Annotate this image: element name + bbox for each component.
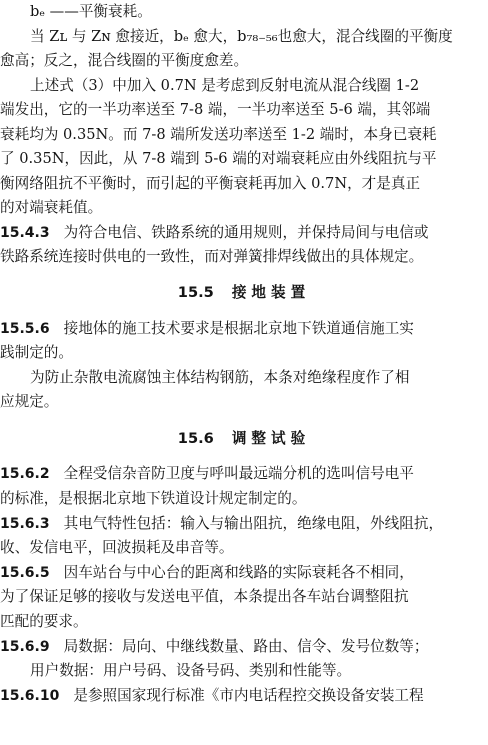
text-line	[0, 197, 488, 218]
clause-15-4-3	[0, 222, 488, 243]
paragraph-text: 的标准，是根据北京地下铁道设计规定制定的。	[0, 490, 307, 507]
text-line	[0, 537, 488, 558]
clause-number: 15.4.3	[0, 225, 50, 241]
definition-be	[0, 1, 488, 22]
clause-15-6-9	[0, 636, 488, 657]
text-line	[0, 124, 488, 145]
paragraph-text: 了 0.35N，因此，从 7-8 端到 5-6 端的对端衰耗应由外线阻抗与平	[0, 150, 437, 167]
section-number: 15.5	[177, 284, 214, 301]
clause-text: 为符合电信、铁路系统的通用规则，并保持局间与电信或	[63, 224, 429, 241]
text-line	[0, 50, 488, 71]
paragraph-text: 匹配的要求。	[0, 613, 88, 630]
paragraph-text: 的对端衰耗值。	[0, 199, 103, 216]
paragraph-text: 收、发信电平，回波损耗及串音等。	[0, 539, 234, 556]
clause-number: 15.6.9	[0, 639, 50, 655]
section-title: 调整试验	[231, 430, 311, 447]
paragraph-text: 用户数据：用户号码、设备号码、类别和性能等。	[30, 662, 352, 679]
clause-text: 全程受信杂音防卫度与呼叫最远端分机的选叫信号电平	[63, 465, 414, 482]
text-line	[0, 488, 488, 509]
clause-15-6-2	[0, 463, 488, 484]
paragraph-text: 践制定的。	[0, 344, 73, 361]
text-line	[0, 611, 488, 632]
paragraph-text: 铁路系统连接时供电的一致性，而对弹簧排焊线做出的具体规定。	[0, 248, 424, 265]
paragraph-text: 端发出，它的一半功率送至 7-8 端，一半功率送至 5-6 端，其邻端	[0, 101, 431, 118]
text-line	[0, 342, 488, 363]
clause-number: 15.6.5	[0, 565, 50, 581]
clause-15-6-10	[0, 685, 488, 706]
section-title: 接地装置	[231, 284, 311, 301]
clause-text: 是参照国家现行标准《市内电话程控交换设备安装工程	[73, 687, 424, 704]
clause-text: 局数据：局向、中继线数量、路由、信令、发号位数等；	[63, 638, 429, 655]
clause-text: 接地体的施工技术要求是根据北京地下铁道通信施工实	[63, 320, 414, 337]
clause-text: 因车站台与中心台的距离和线路的实际衰耗各不相同，	[63, 564, 414, 581]
text-line	[0, 586, 488, 607]
clause-text: 其电气特性包括：输入与输出阻抗，绝缘电阻，外线阻抗，	[63, 515, 444, 532]
text-line	[0, 246, 488, 267]
clause-number: 15.6.3	[0, 516, 50, 532]
paragraph-text: 当 Zʟ 与 Zɴ 愈接近，bₑ 愈大，b₇₈₋₅₆也愈大，混合线圈的平衡度	[30, 28, 453, 45]
section-heading-15-6	[0, 428, 488, 449]
text-line	[0, 660, 488, 681]
paragraph-text: 应规定。	[0, 393, 59, 410]
paragraph-text: 为了保证足够的接收与发送电平值，本条提出各车站台调整阻抗	[0, 588, 409, 605]
clause-number: 15.5.6	[0, 321, 50, 337]
text-line	[0, 75, 488, 96]
clause-15-6-5	[0, 562, 488, 583]
paragraph-text: 衡网络阻抗不平衡时，而引起的平衡衰耗再加入 0.7N，才是真正	[0, 175, 421, 192]
paragraph-text: 愈高；反之，混合线圈的平衡度愈差。	[0, 52, 249, 69]
text-line	[0, 367, 488, 388]
text-line	[0, 99, 488, 120]
clause-15-6-3	[0, 513, 488, 534]
definition-text: bₑ ——平衡衰耗。	[30, 3, 152, 20]
paragraph-text: 衰耗均为 0.35N。而 7-8 端所发送功率送至 1-2 端时，本身已衰耗	[0, 126, 437, 143]
clause-number: 15.6.2	[0, 466, 50, 482]
section-heading-15-5	[0, 282, 488, 303]
clause-number: 15.6.10	[0, 688, 60, 704]
text-line	[0, 26, 488, 47]
text-line	[0, 391, 488, 412]
paragraph-text: 上述式（3）中加入 0.7N 是考虑到反射电流从混合线圈 1-2	[30, 77, 420, 94]
paragraph-text: 为防止杂散电流腐蚀主体结构钢筋，本条对绝缘程度作了相	[30, 369, 410, 386]
text-line	[0, 148, 488, 169]
text-line	[0, 173, 488, 194]
section-number: 15.6	[177, 430, 214, 447]
clause-15-5-6	[0, 318, 488, 339]
